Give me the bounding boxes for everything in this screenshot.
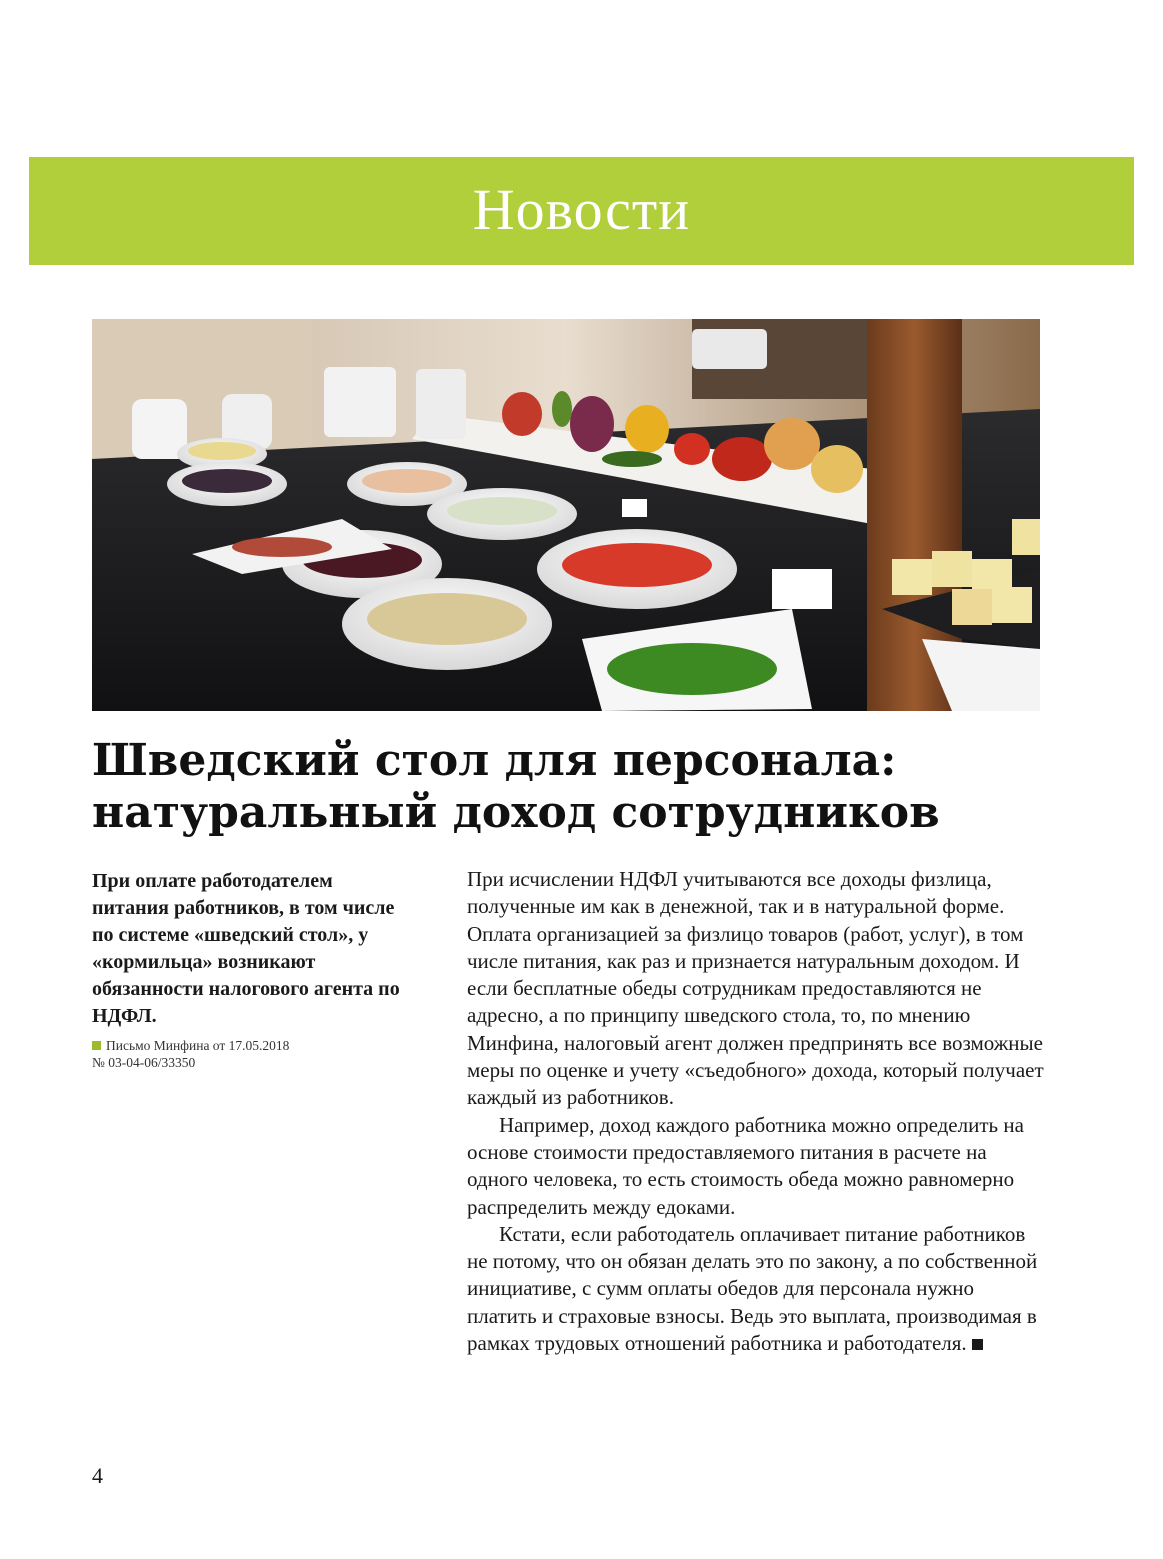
buffet-photo — [92, 319, 1040, 711]
section-title: Новости — [472, 177, 691, 242]
body-paragraph-3-text: Кстати, если работодатель оплачивает питание работников не потому, что он обязан делать это по закону, а по собственной инициативе, с сумм оплаты обедов для персонала нужно платить и страховые взносы. Ведь это выплата, производимая в рамках трудовых отношений работника и работодателя. — [467, 1221, 1038, 1356]
green-square-icon — [92, 1041, 101, 1050]
headline-line-2: натуральный доход сотрудников — [92, 787, 940, 838]
article-headline — [92, 735, 1052, 839]
headline-line-1: Шведский стол для персонала: — [92, 735, 897, 786]
article-body — [467, 866, 1045, 1357]
lead-text: При оплате работодателем питания работников, в том числе по системе «шведский стол», у «кормильца» возникают обязанности налогового агента по НДФЛ. — [92, 870, 400, 1027]
body-paragraph-2: Например, доход каждого работника можно определить на основе стоимости предоставляемого питания в расчете на одного человека, то есть стоимость обеда можно равномерно распределить между едоками. — [467, 1112, 1024, 1219]
buffet-illustration — [92, 319, 1040, 711]
end-of-article-icon — [972, 1339, 983, 1350]
article-lead — [92, 868, 402, 1030]
page-number: 4 — [92, 1463, 103, 1488]
source-reference — [92, 1037, 392, 1071]
source-line-2: № 03-04-06/33350 — [92, 1055, 196, 1070]
source-line-1: Письмо Минфина от 17.05.2018 — [106, 1038, 290, 1053]
body-paragraph-3 — [467, 1221, 1045, 1357]
body-paragraph-1: При исчислении НДФЛ учитываются все доходы физлица, полученные им как в денежной, так и в натуральной форме. Оплата организацией за физлицо товаров (работ, услуг), в том числе питания, как раз и признается натуральным доходом. И если бесплатные обеды сотрудникам предоставляются не адресно, а по принципу шведского стола, то, по мнению Минфина, налоговый агент должен предпринять все возможные меры по оценке и учету «съедобного» дохода, который получает каждый из работников. — [467, 867, 1044, 1110]
